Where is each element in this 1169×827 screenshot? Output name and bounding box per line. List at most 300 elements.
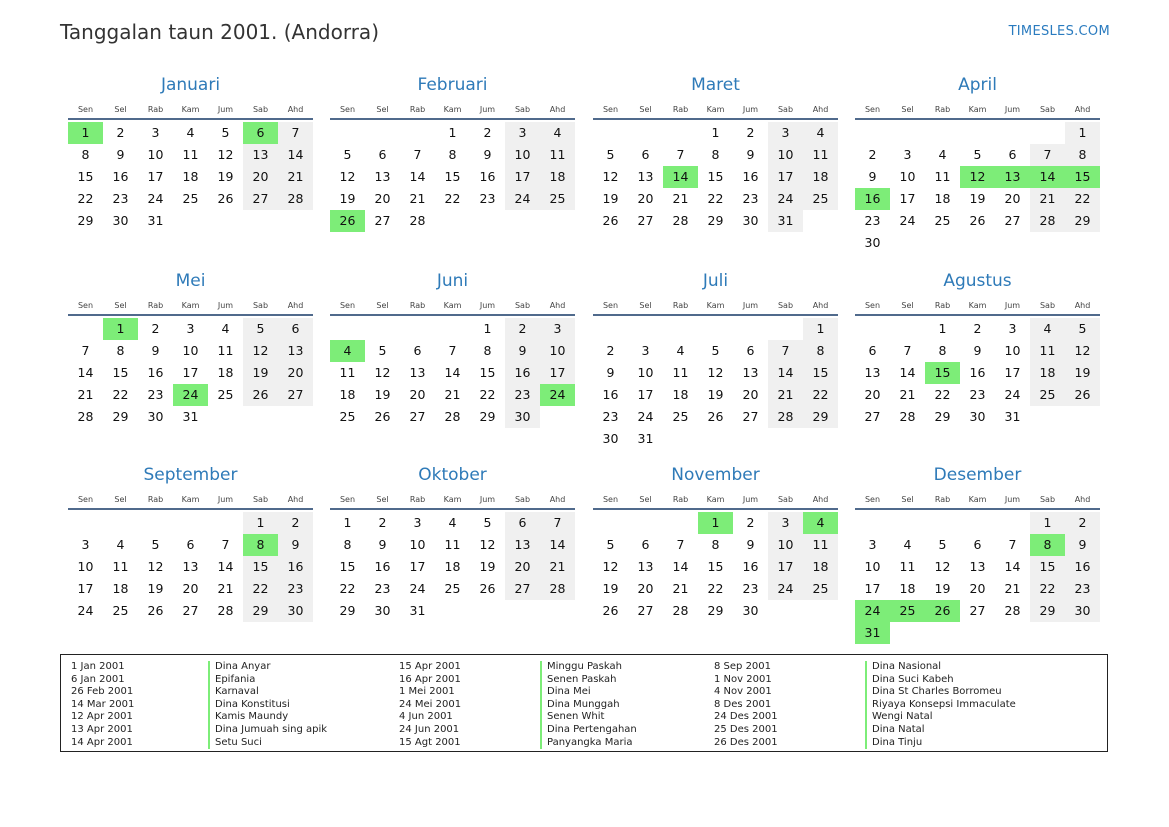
weekday-label: Ahd bbox=[287, 301, 304, 310]
day-cell: 11 bbox=[339, 365, 356, 380]
day-empty bbox=[855, 512, 890, 534]
day-cell: 6 bbox=[413, 343, 422, 358]
day-cell: 29 bbox=[803, 406, 838, 428]
day-cell: 15 bbox=[243, 556, 278, 578]
header-divider bbox=[330, 118, 575, 120]
month-mei bbox=[68, 271, 313, 428]
day-cell: 10 bbox=[540, 340, 575, 362]
weekday-label: Sel bbox=[639, 105, 652, 114]
weekday-header bbox=[855, 299, 1100, 313]
day-cell: 13 bbox=[864, 365, 881, 380]
day-cell: 10 bbox=[864, 559, 881, 574]
day-cell: 23 bbox=[374, 581, 391, 596]
day-cell: 25 bbox=[540, 188, 575, 210]
weekday-header bbox=[855, 493, 1100, 507]
day-cell: 8 bbox=[803, 340, 838, 362]
legend-holiday: Dina Anyar bbox=[208, 661, 327, 674]
weekday-label: Sen bbox=[602, 105, 619, 114]
day-cell: 27 bbox=[243, 188, 278, 210]
legend-date: 15 Agt 2001 bbox=[399, 736, 461, 748]
day-empty bbox=[663, 318, 698, 340]
day-empty bbox=[768, 318, 803, 340]
day-empty bbox=[593, 512, 628, 534]
day-cell: 19 bbox=[374, 387, 391, 402]
day-cell: 30 bbox=[147, 409, 164, 424]
weekday-label: Sen bbox=[77, 301, 94, 310]
day-cell: 7 bbox=[81, 343, 90, 358]
day-cell: 2 bbox=[606, 343, 615, 358]
day-cell: 31 bbox=[637, 431, 654, 446]
month-name: Juli bbox=[702, 271, 729, 291]
weekday-label: Sel bbox=[639, 301, 652, 310]
day-cell: 26 bbox=[243, 384, 278, 406]
day-cell: 14 bbox=[672, 559, 689, 574]
day-cell: 29 bbox=[1030, 600, 1065, 622]
day-cell: 19 bbox=[934, 581, 951, 596]
day-cell: 29 bbox=[112, 409, 129, 424]
weekday-label: Rab bbox=[934, 495, 951, 504]
day-cell: 30 bbox=[374, 603, 391, 618]
legend-holiday: Dina Pertengahan bbox=[540, 724, 637, 737]
weekday-label: Sab bbox=[1039, 495, 1056, 504]
day-cell: 1 bbox=[938, 321, 947, 336]
day-cell: 4 bbox=[116, 537, 125, 552]
day-cell: 29 bbox=[1065, 210, 1100, 232]
day-cell: 4 bbox=[221, 321, 230, 336]
day-cell: 25 bbox=[339, 409, 356, 424]
day-cell: 20 bbox=[1004, 191, 1021, 206]
day-cell: 7 bbox=[1008, 537, 1017, 552]
day-cell: 27 bbox=[1004, 213, 1021, 228]
day-cell: 7 bbox=[903, 343, 912, 358]
day-cell: 25 bbox=[112, 603, 129, 618]
day-cell: 23 bbox=[505, 384, 540, 406]
day-cell: 18 bbox=[1030, 362, 1065, 384]
day-cell: 10 bbox=[77, 559, 94, 574]
weekday-header bbox=[855, 103, 1100, 117]
legend-holiday: Dina Munggah bbox=[540, 699, 637, 712]
day-empty bbox=[330, 122, 365, 144]
day-empty bbox=[995, 122, 1030, 144]
day-cell: 23 bbox=[742, 191, 759, 206]
day-cell: 12 bbox=[217, 147, 234, 162]
weekday-label: Sab bbox=[514, 105, 531, 114]
legend-holiday: Kamis Maundy bbox=[208, 711, 327, 724]
weekday-header bbox=[68, 493, 313, 507]
day-cell: 26 bbox=[602, 213, 619, 228]
day-cell: 26 bbox=[969, 213, 986, 228]
day-cell-holiday: 31 bbox=[855, 622, 890, 644]
weekday-label: Sen bbox=[339, 495, 356, 504]
weekday-label: Kam bbox=[968, 105, 987, 114]
day-cell: 12 bbox=[1065, 340, 1100, 362]
day-cell: 17 bbox=[182, 365, 199, 380]
day-cell: 18 bbox=[182, 169, 199, 184]
day-empty bbox=[995, 512, 1030, 534]
day-cell: 21 bbox=[540, 556, 575, 578]
day-cell: 18 bbox=[339, 387, 356, 402]
day-cell: 15 bbox=[444, 169, 461, 184]
day-empty bbox=[960, 122, 995, 144]
weekday-label: Sab bbox=[252, 105, 269, 114]
weekday-label: Ahd bbox=[287, 495, 304, 504]
legend-holiday: Dina Nasional bbox=[865, 661, 1016, 674]
day-cell: 6 bbox=[1008, 147, 1017, 162]
day-cell: 17 bbox=[77, 581, 94, 596]
legend-date: 13 Apr 2001 bbox=[71, 723, 133, 735]
day-grid bbox=[68, 318, 313, 428]
day-cell: 9 bbox=[505, 340, 540, 362]
day-cell: 4 bbox=[1030, 318, 1065, 340]
day-cell: 30 bbox=[1065, 600, 1100, 622]
day-cell: 28 bbox=[1030, 210, 1065, 232]
legend-holiday: Epifania bbox=[208, 674, 327, 687]
month-name: April bbox=[958, 75, 997, 95]
legend-dates-col-2 bbox=[399, 661, 461, 749]
day-grid bbox=[330, 122, 575, 232]
day-cell-holiday: 16 bbox=[855, 188, 890, 210]
weekday-header bbox=[593, 299, 838, 313]
day-cell: 20 bbox=[409, 387, 426, 402]
month-april bbox=[855, 75, 1100, 254]
day-empty bbox=[208, 512, 243, 534]
weekday-label: Sel bbox=[639, 495, 652, 504]
day-cell: 15 bbox=[1030, 556, 1065, 578]
day-cell: 7 bbox=[221, 537, 230, 552]
day-cell: 5 bbox=[343, 147, 352, 162]
weekday-label: Kam bbox=[181, 105, 200, 114]
legend-date: 6 Jan 2001 bbox=[71, 673, 125, 685]
weekday-label: Jum bbox=[217, 301, 234, 310]
day-empty bbox=[698, 318, 733, 340]
day-cell: 11 bbox=[217, 343, 234, 358]
day-cell: 31 bbox=[768, 210, 803, 232]
day-cell: 6 bbox=[505, 512, 540, 534]
day-cell: 30 bbox=[278, 600, 313, 622]
weekday-label: Sen bbox=[77, 495, 94, 504]
day-cell: 4 bbox=[540, 122, 575, 144]
legend-holiday: Setu Suci bbox=[208, 737, 327, 750]
day-empty bbox=[365, 122, 400, 144]
header-divider bbox=[593, 314, 838, 316]
day-cell: 16 bbox=[147, 365, 164, 380]
day-cell: 16 bbox=[505, 362, 540, 384]
day-cell-holiday: 1 bbox=[698, 512, 733, 534]
day-cell: 28 bbox=[444, 409, 461, 424]
day-cell: 2 bbox=[746, 515, 755, 530]
day-cell: 12 bbox=[339, 169, 356, 184]
day-cell: 29 bbox=[339, 603, 356, 618]
header-divider bbox=[68, 314, 313, 316]
day-empty bbox=[890, 122, 925, 144]
weekday-label: Sab bbox=[252, 495, 269, 504]
day-cell: 3 bbox=[413, 515, 422, 530]
day-cell: 11 bbox=[182, 147, 199, 162]
weekday-label: Kam bbox=[181, 495, 200, 504]
day-cell: 9 bbox=[746, 537, 755, 552]
weekday-label: Jum bbox=[217, 495, 234, 504]
day-cell: 10 bbox=[1004, 343, 1021, 358]
day-cell: 26 bbox=[374, 409, 391, 424]
day-cell: 17 bbox=[409, 559, 426, 574]
weekday-label: Jum bbox=[479, 495, 496, 504]
day-cell: 11 bbox=[899, 559, 916, 574]
month-name: Oktober bbox=[418, 465, 487, 485]
day-cell: 18 bbox=[899, 581, 916, 596]
day-empty bbox=[1030, 122, 1065, 144]
day-empty bbox=[960, 512, 995, 534]
day-cell: 6 bbox=[641, 147, 650, 162]
weekday-label: Sel bbox=[114, 301, 127, 310]
day-cell: 13 bbox=[278, 340, 313, 362]
day-cell: 1 bbox=[483, 321, 492, 336]
day-cell: 11 bbox=[112, 559, 129, 574]
day-empty bbox=[138, 512, 173, 534]
day-cell: 27 bbox=[864, 409, 881, 424]
weekday-label: Ahd bbox=[549, 105, 566, 114]
day-grid bbox=[593, 512, 838, 622]
day-cell: 11 bbox=[444, 537, 461, 552]
day-cell: 5 bbox=[1065, 318, 1100, 340]
day-empty bbox=[593, 122, 628, 144]
day-cell: 16 bbox=[278, 556, 313, 578]
weekday-label: Sab bbox=[777, 495, 794, 504]
header-divider bbox=[855, 118, 1100, 120]
day-cell: 21 bbox=[1004, 581, 1021, 596]
day-cell: 14 bbox=[444, 365, 461, 380]
day-cell: 21 bbox=[768, 384, 803, 406]
day-empty bbox=[435, 318, 470, 340]
day-cell: 21 bbox=[409, 191, 426, 206]
day-cell: 17 bbox=[1004, 365, 1021, 380]
weekday-label: Kam bbox=[706, 495, 725, 504]
day-empty bbox=[173, 512, 208, 534]
day-cell: 4 bbox=[903, 537, 912, 552]
weekday-header bbox=[593, 103, 838, 117]
legend-holiday: Minggu Paskah bbox=[540, 661, 637, 674]
weekday-label: Ahd bbox=[1074, 105, 1091, 114]
day-empty bbox=[925, 122, 960, 144]
day-cell: 27 bbox=[409, 409, 426, 424]
day-cell: 13 bbox=[742, 365, 759, 380]
day-cell: 2 bbox=[973, 321, 982, 336]
day-cell: 28 bbox=[1004, 603, 1021, 618]
day-cell: 5 bbox=[973, 147, 982, 162]
day-cell: 17 bbox=[505, 166, 540, 188]
weekday-label: Ahd bbox=[549, 301, 566, 310]
day-cell: 5 bbox=[938, 537, 947, 552]
day-cell: 28 bbox=[768, 406, 803, 428]
day-cell: 13 bbox=[374, 169, 391, 184]
month-juni bbox=[330, 271, 575, 428]
day-cell: 6 bbox=[378, 147, 387, 162]
day-cell: 21 bbox=[1030, 188, 1065, 210]
day-cell: 17 bbox=[147, 169, 164, 184]
month-name: Januari bbox=[160, 75, 221, 95]
day-cell: 30 bbox=[742, 603, 759, 618]
day-cell: 9 bbox=[868, 169, 877, 184]
legend-holiday: Dina Natal bbox=[865, 724, 1016, 737]
day-cell: 29 bbox=[707, 603, 724, 618]
day-cell: 19 bbox=[602, 191, 619, 206]
month-maret bbox=[593, 75, 838, 232]
day-cell: 23 bbox=[602, 409, 619, 424]
day-cell: 19 bbox=[969, 191, 986, 206]
day-cell: 24 bbox=[1004, 387, 1021, 402]
day-cell: 28 bbox=[77, 409, 94, 424]
day-cell: 2 bbox=[278, 512, 313, 534]
day-cell: 11 bbox=[803, 144, 838, 166]
weekday-label: Sab bbox=[252, 301, 269, 310]
weekday-label: Sel bbox=[376, 495, 389, 504]
day-cell: 21 bbox=[899, 387, 916, 402]
day-cell: 20 bbox=[182, 581, 199, 596]
day-cell: 27 bbox=[637, 603, 654, 618]
day-cell: 22 bbox=[444, 191, 461, 206]
day-cell: 9 bbox=[378, 537, 387, 552]
day-cell: 5 bbox=[606, 537, 615, 552]
day-cell: 23 bbox=[969, 387, 986, 402]
day-cell: 16 bbox=[602, 387, 619, 402]
day-cell: 25 bbox=[1030, 384, 1065, 406]
day-cell: 23 bbox=[864, 213, 881, 228]
day-cell: 22 bbox=[243, 578, 278, 600]
day-cell: 5 bbox=[221, 125, 230, 140]
day-cell: 23 bbox=[1065, 578, 1100, 600]
day-cell: 12 bbox=[147, 559, 164, 574]
day-cell: 8 bbox=[81, 147, 90, 162]
day-empty bbox=[663, 122, 698, 144]
site-link[interactable]: TIMESLES.COM bbox=[1008, 24, 1110, 39]
weekday-header bbox=[593, 493, 838, 507]
day-cell: 29 bbox=[934, 409, 951, 424]
day-cell: 13 bbox=[637, 169, 654, 184]
day-cell: 25 bbox=[803, 188, 838, 210]
weekday-label: Jum bbox=[217, 105, 234, 114]
day-cell: 1 bbox=[1065, 122, 1100, 144]
weekday-label: Jum bbox=[742, 105, 759, 114]
day-cell: 10 bbox=[637, 365, 654, 380]
weekday-label: Rab bbox=[409, 495, 426, 504]
day-cell: 6 bbox=[746, 343, 755, 358]
weekday-label: Kam bbox=[706, 105, 725, 114]
day-cell: 21 bbox=[77, 387, 94, 402]
day-cell-holiday: 1 bbox=[103, 318, 138, 340]
legend-names-col-1 bbox=[208, 661, 327, 749]
day-grid bbox=[68, 122, 313, 232]
day-cell: 6 bbox=[868, 343, 877, 358]
legend-date: 26 Feb 2001 bbox=[71, 686, 134, 698]
day-cell: 21 bbox=[217, 581, 234, 596]
day-empty bbox=[628, 318, 663, 340]
weekday-label: Rab bbox=[934, 301, 951, 310]
weekday-header bbox=[68, 103, 313, 117]
day-cell: 23 bbox=[278, 578, 313, 600]
day-cell: 11 bbox=[934, 169, 951, 184]
day-cell: 28 bbox=[217, 603, 234, 618]
weekday-label: Kam bbox=[706, 301, 725, 310]
page-title: Tanggalan taun 2001. (Andorra) bbox=[60, 20, 379, 44]
day-cell: 25 bbox=[182, 191, 199, 206]
day-cell: 2 bbox=[483, 125, 492, 140]
weekday-label: Jum bbox=[1004, 301, 1021, 310]
day-cell: 23 bbox=[742, 581, 759, 596]
day-cell: 16 bbox=[374, 559, 391, 574]
header-divider bbox=[68, 508, 313, 510]
day-cell: 27 bbox=[278, 384, 313, 406]
day-cell: 7 bbox=[676, 147, 685, 162]
day-cell: 17 bbox=[768, 166, 803, 188]
day-cell: 18 bbox=[540, 166, 575, 188]
day-cell: 24 bbox=[409, 581, 426, 596]
day-cell: 14 bbox=[77, 365, 94, 380]
day-cell: 2 bbox=[746, 125, 755, 140]
day-cell: 27 bbox=[182, 603, 199, 618]
day-cell: 12 bbox=[934, 559, 951, 574]
day-cell: 12 bbox=[374, 365, 391, 380]
day-cell: 18 bbox=[444, 559, 461, 574]
legend-date: 4 Nov 2001 bbox=[714, 686, 772, 698]
day-cell: 19 bbox=[243, 362, 278, 384]
weekday-label: Sen bbox=[864, 495, 881, 504]
day-cell: 23 bbox=[479, 191, 496, 206]
day-cell: 21 bbox=[444, 387, 461, 402]
day-cell: 20 bbox=[969, 581, 986, 596]
weekday-label: Ahd bbox=[287, 105, 304, 114]
day-cell-holiday: 1 bbox=[68, 122, 103, 144]
day-cell: 3 bbox=[641, 343, 650, 358]
day-cell: 2 bbox=[868, 147, 877, 162]
weekday-label: Jum bbox=[742, 301, 759, 310]
day-cell: 10 bbox=[899, 169, 916, 184]
day-cell: 28 bbox=[278, 188, 313, 210]
day-cell: 29 bbox=[479, 409, 496, 424]
day-cell-holiday: 13 bbox=[995, 166, 1030, 188]
day-cell: 22 bbox=[77, 191, 94, 206]
legend-holiday: Dina Mei bbox=[540, 686, 637, 699]
day-empty bbox=[68, 318, 103, 340]
day-cell: 9 bbox=[973, 343, 982, 358]
legend-date: 25 Des 2001 bbox=[714, 723, 778, 735]
month-name: Maret bbox=[691, 75, 740, 95]
day-empty bbox=[890, 318, 925, 340]
day-cell: 2 bbox=[1065, 512, 1100, 534]
day-cell: 7 bbox=[1030, 144, 1065, 166]
day-cell: 9 bbox=[606, 365, 615, 380]
day-cell: 30 bbox=[969, 409, 986, 424]
weekday-label: Sen bbox=[602, 301, 619, 310]
day-cell: 26 bbox=[479, 581, 496, 596]
day-cell: 20 bbox=[374, 191, 391, 206]
day-grid bbox=[330, 318, 575, 428]
legend-date: 1 Mei 2001 bbox=[399, 686, 455, 698]
legend-date: 12 Apr 2001 bbox=[71, 711, 133, 723]
day-cell: 17 bbox=[899, 191, 916, 206]
day-cell: 20 bbox=[637, 191, 654, 206]
weekday-label: Sel bbox=[901, 495, 914, 504]
day-cell: 15 bbox=[479, 365, 496, 380]
day-cell: 1 bbox=[243, 512, 278, 534]
day-cell: 10 bbox=[147, 147, 164, 162]
day-cell: 21 bbox=[672, 581, 689, 596]
legend-date: 26 Des 2001 bbox=[714, 736, 778, 748]
weekday-label: Sen bbox=[864, 301, 881, 310]
month-september bbox=[68, 465, 313, 622]
legend-holiday: Senen Paskah bbox=[540, 674, 637, 687]
day-empty bbox=[400, 318, 435, 340]
weekday-label: Rab bbox=[934, 105, 951, 114]
day-empty bbox=[68, 512, 103, 534]
